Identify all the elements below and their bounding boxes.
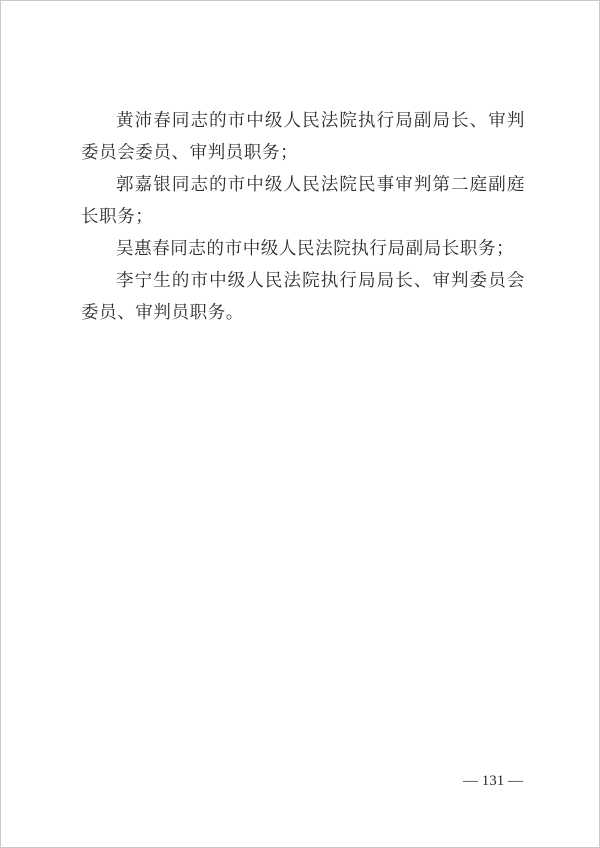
paragraph-huang-peichun: 黄沛春同志的市中级人民法院执行局副局长、审判委员会委员、审判员职务； [81,111,525,163]
paragraph-guo-jiayin: 郭嘉银同志的市中级人民法院民事审判第二庭副庭长职务； [81,175,525,227]
document-body [81,105,525,329]
paragraph-wu-huichun: 吴惠春同志的市中级人民法院执行局副局长职务； [116,239,515,259]
paragraph-li-ningsheng: 李宁生的市中级人民法院执行局局长、审判委员会委员、审判员职务。 [81,271,525,323]
page-number: — 131 — [463,773,523,789]
